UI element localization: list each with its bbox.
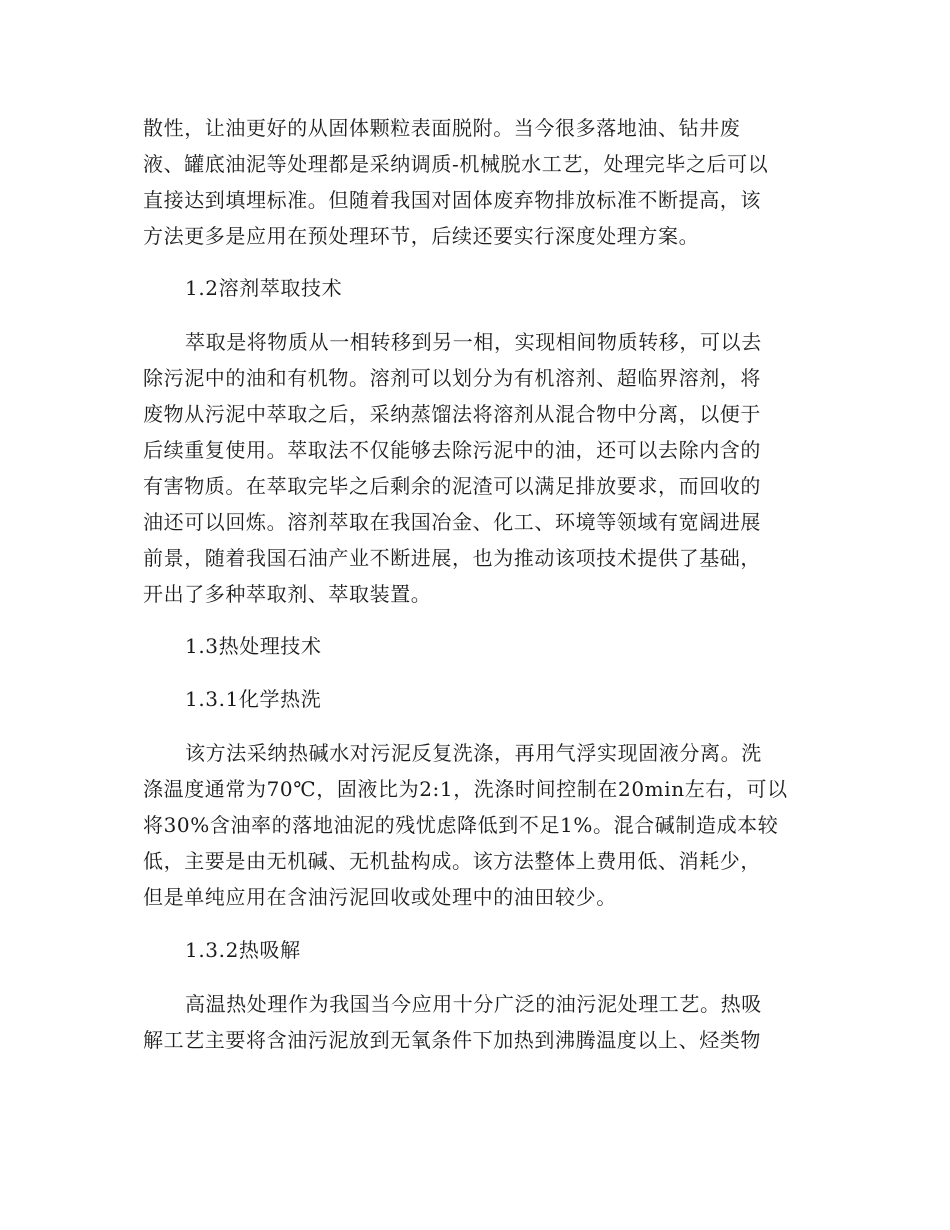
paragraph-line: 油还可以回炼。溶剂萃取在我国冶金、化工、环境等领域有宽阔进展 <box>143 510 761 534</box>
paragraph-line: 解工艺主要将含油污泥放到无氧条件下加热到沸腾温度以上、烃类物 <box>143 1028 761 1052</box>
paragraph-line: 高温热处理作为我国当今应用十分广泛的油污泥处理工艺。热吸 <box>185 992 762 1016</box>
paragraph-line: 开出了多种萃取剂、萃取装置。 <box>143 582 432 606</box>
paragraph-line: 萃取是将物质从一相转移到另一相，实现相间物质转移，可以去 <box>185 330 762 354</box>
paragraph-line: 将30%含油率的落地油泥的残忧虑降低到不足1%。混合碱制造成本较 <box>143 813 779 837</box>
section-heading-1-3-2: 1.3.2热吸解 <box>185 938 301 962</box>
paragraph-line: 有害物质。在萃取完毕之后剩余的泥渣可以满足排放要求，而回收的 <box>143 474 761 498</box>
paragraph-line: 除污泥中的油和有机物。溶剂可以划分为有机溶剂、超临界溶剂，将 <box>143 366 761 390</box>
section-heading-1-3-1: 1.3.1化学热洗 <box>185 687 322 711</box>
paragraph-line: 液、罐底油泥等处理都是采纳调质-机械脱水工艺，处理完毕之后可以 <box>143 152 769 176</box>
section-heading-1-2: 1.2溶剂萃取技术 <box>185 276 343 300</box>
paragraph-line: 后续重复使用。萃取法不仅能够去除污泥中的油，还可以去除内含的 <box>143 438 761 462</box>
paragraph-line: 废物从污泥中萃取之后，采纳蒸馏法将溶剂从混合物中分离，以便于 <box>143 402 761 426</box>
paragraph-line: 方法更多是应用在预处理环节，后续还要实行深度处理方案。 <box>143 224 700 248</box>
paragraph-line: 该方法采纳热碱水对污泥反复洗涤，再用气浮实现固液分离。洗 <box>185 741 762 765</box>
paragraph-line: 直接达到填埋标准。但随着我国对固体废弃物排放标准不断提高，该 <box>143 188 761 212</box>
section-heading-1-3: 1.3热处理技术 <box>185 634 322 658</box>
paragraph-line: 低，主要是由无机碱、无机盐构成。该方法整体上费用低、消耗少， <box>143 849 761 873</box>
paragraph-line: 但是单纯应用在含油污泥回收或处理中的油田较少。 <box>143 885 617 909</box>
paragraph-line: 散性，让油更好的从固体颗粒表面脱附。当今很多落地油、钻井废 <box>143 116 741 140</box>
paragraph-line: 前景，随着我国石油产业不断进展，也为推动该项技术提供了基础， <box>143 546 761 570</box>
paragraph-line: 涤温度通常为70℃，固液比为2:1，洗涤时间控制在20min左右，可以 <box>143 777 788 801</box>
